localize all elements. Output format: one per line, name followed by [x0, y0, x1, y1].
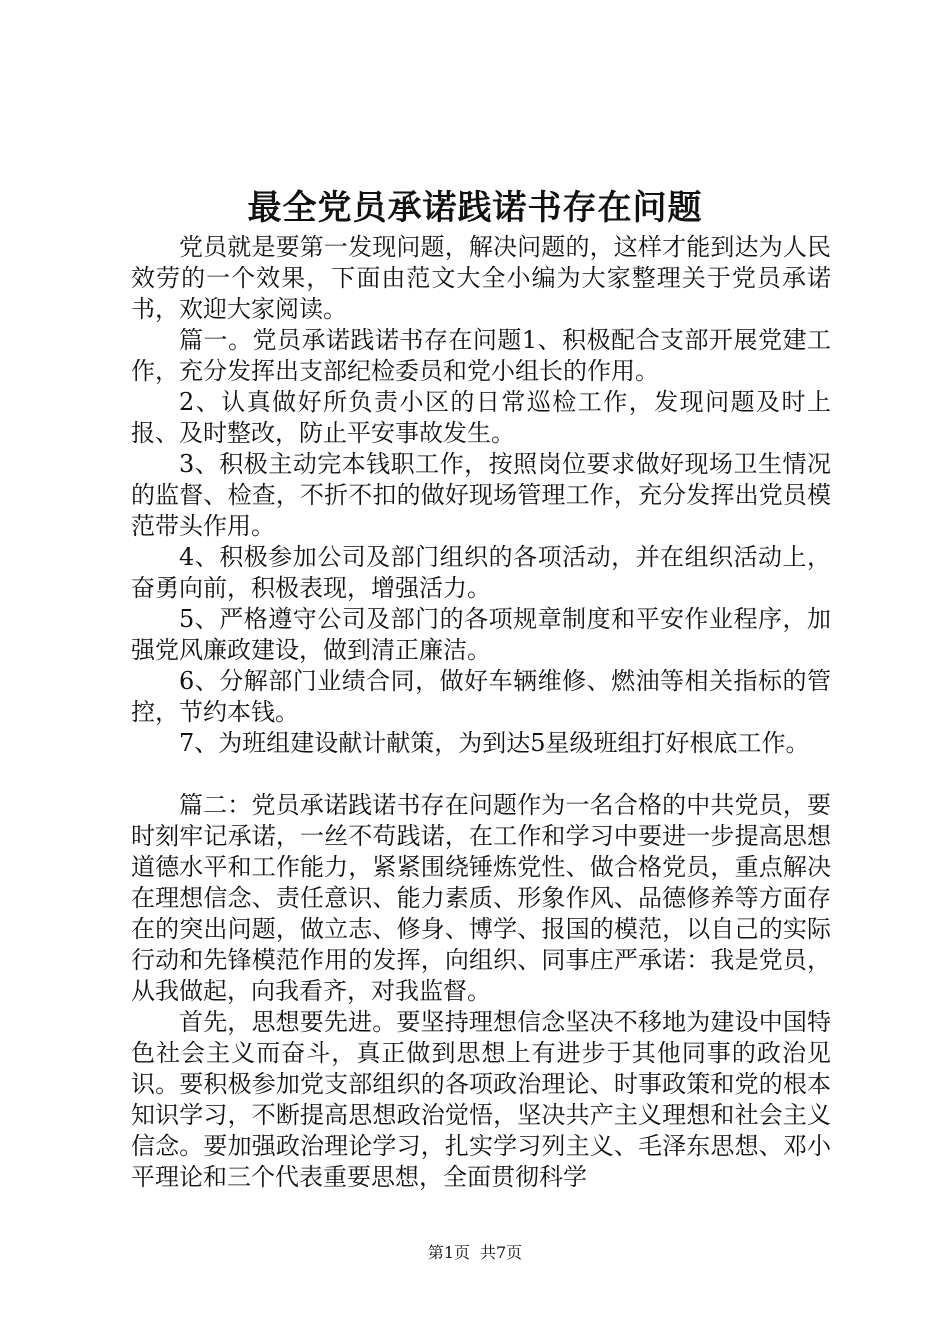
page-total: 共7页 [480, 1243, 523, 1262]
paragraph-part-two-thought: 首先，思想要先进。要坚持理想信念坚决不移地为建设中国特色社会主义而奋斗，真正做到思想上有进步于其他同事的政治见识。要积极参加党支部组织的各项政治理论、时事政策和党的根本知识学习，不断提高思想政治觉悟，坚决共产主义理想和社会主义信念。要加强政治理论学习，扎实学习列主义、毛泽东思想、邓小平理论和三个代表重要思想，全面贯彻科学 [131, 1008, 831, 1191]
paragraph-part-one-item-3: 3、积极主动完本钱职工作，按照岗位要求做好现场卫生情况的监督、检查，不折不扣的做好现场管理工作，充分发挥出党员模范带头作用。 [131, 450, 831, 540]
page-footer [0, 1243, 950, 1263]
document-body [131, 232, 831, 1193]
page-number: 第1页 [427, 1243, 470, 1262]
paragraph-part-one-item-1: 篇一。党员承诺践诺书存在问题1、积极配合支部开展党建工作，充分发挥出支部纪检委员和党小组长的作用。 [131, 326, 831, 385]
paragraph-part-one-item-6: 6、分解部门业绩合同，做好车辆维修、燃油等相关指标的管控，节约本钱。 [131, 667, 831, 726]
paragraph-part-one-item-7: 7、为班组建设献计献策，为到达5星级班组打好根底工作。 [179, 729, 810, 757]
paragraph-part-one-item-5: 5、严格遵守公司及部门的各项规章制度和平安作业程序，加强党风廉政建设，做到清正廉洁。 [131, 605, 831, 664]
paragraph-part-two: 篇二：党员承诺践诺书存在问题作为一名合格的中共党员，要时刻牢记承诺，一丝不苟践诺，在工作和学习中要进一步提高思想道德水平和工作能力，紧紧围绕锤炼党性、做合格党员，重点解决在理想信念、责任意识、能力素质、形象作风、品德修养等方面存在的突出问题，做立志、修身、博学、报国的模范，以自己的实际行动和先锋模范作用的发挥，向组织、同事庄严承诺：我是党员，从我做起，向我看齐，对我监督。 [131, 791, 831, 1005]
paragraph-intro: 党员就是要第一发现问题，解决问题的，这样才能到达为人民效劳的一个效果，下面由范文大全小编为大家整理关于党员承诺书，欢迎大家阅读。 [131, 233, 831, 323]
paragraph-part-one-item-4: 4、积极参加公司及部门组织的各项活动，并在组织活动上，奋勇向前，积极表现，增强活力。 [131, 543, 831, 602]
document-title: 最全党员承诺践诺书存在问题 [247, 188, 703, 228]
paragraph-part-one-item-2: 2、认真做好所负责小区的日常巡检工作，发现问题及时上报、及时整改，防止平安事故发生。 [131, 388, 831, 447]
